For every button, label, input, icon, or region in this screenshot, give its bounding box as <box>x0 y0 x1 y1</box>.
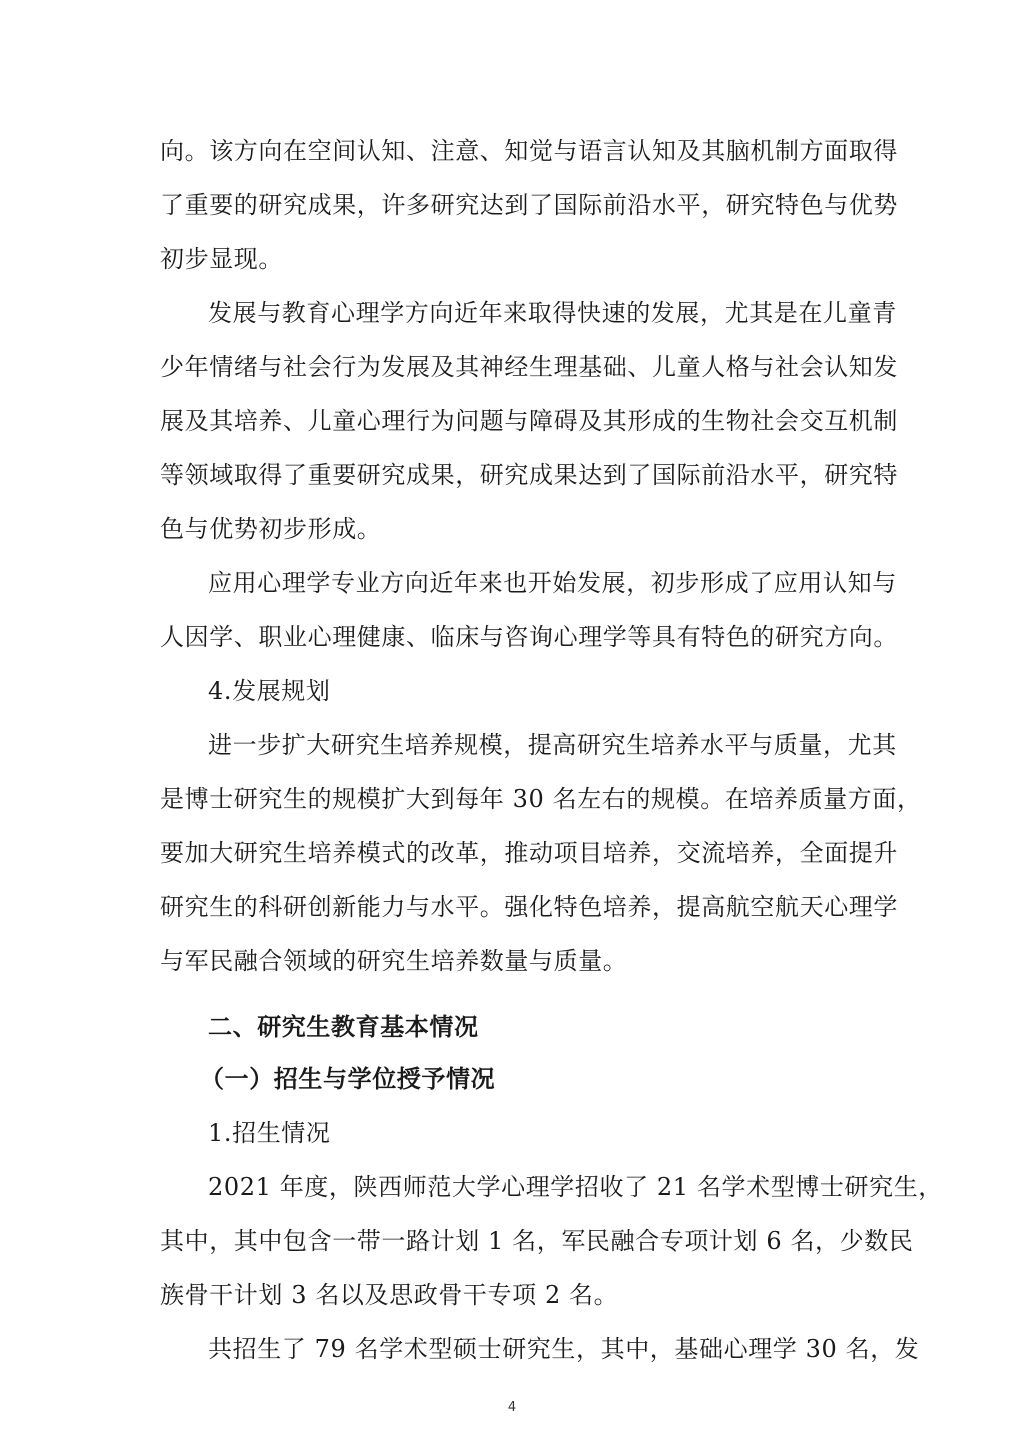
p2-line-5: 色与优势初步形成。 <box>160 515 382 543</box>
subheading-enrollment: 1.招生情况 <box>208 1119 331 1147</box>
p6-line-1: 共招生了 79 名学术型硕士研究生，其中，基础心理学 30 名，发 <box>208 1335 920 1363</box>
p1-line-2: 了重要的研究成果，许多研究达到了国际前沿水平，研究特色与优势 <box>160 191 898 219</box>
p4-line-1: 进一步扩大研究生培养规模，提高研究生培养水平与质量，尤其 <box>208 731 897 759</box>
p2-line-4: 等领域取得了重要研究成果，研究成果达到了国际前沿水平，研究特 <box>160 461 898 489</box>
p4-line-4: 研究生的科研创新能力与水平。强化特色培养，提高航空航天心理学 <box>160 893 898 921</box>
p3-line-1: 应用心理学专业方向近年来也开始发展，初步形成了应用认知与 <box>208 569 897 597</box>
page-number: 4 <box>507 1400 517 1415</box>
p2-line-2: 少年情绪与社会行为发展及其神经生理基础、儿童人格与社会认知发 <box>160 353 898 381</box>
p5-line-2: 其中，其中包含一带一路计划 1 名，军民融合专项计划 6 名，少数民 <box>160 1227 914 1255</box>
subheading-development-plan: 4.发展规划 <box>208 677 331 705</box>
p5-line-3: 族骨干计划 3 名以及思政骨干专项 2 名。 <box>160 1281 619 1309</box>
section-heading: 二、研究生教育基本情况 <box>208 1013 479 1041</box>
subsection-heading: （一）招生与学位授予情况 <box>200 1065 496 1093</box>
p2-line-1: 发展与教育心理学方向近年来取得快速的发展，尤其是在儿童青 <box>208 299 897 327</box>
p3-line-2: 人因学、职业心理健康、临床与咨询心理学等具有特色的研究方向。 <box>160 623 898 651</box>
p4-line-5: 与军民融合领域的研究生培养数量与质量。 <box>160 947 628 975</box>
p1-line-1: 向。该方向在空间认知、注意、知觉与语言认知及其脑机制方面取得 <box>160 137 898 165</box>
p4-line-2: 是博士研究生的规模扩大到每年 30 名左右的规模。在培养质量方面， <box>160 785 922 813</box>
p1-line-3: 初步显现。 <box>160 245 283 273</box>
p4-line-3: 要加大研究生培养模式的改革，推动项目培养，交流培养，全面提升 <box>160 839 898 867</box>
p5-line-1: 2021 年度，陕西师范大学心理学招收了 21 名学术型博士研究生， <box>208 1173 943 1201</box>
p2-line-3: 展及其培养、儿童心理行为问题与障碍及其形成的生物社会交互机制 <box>160 407 898 435</box>
